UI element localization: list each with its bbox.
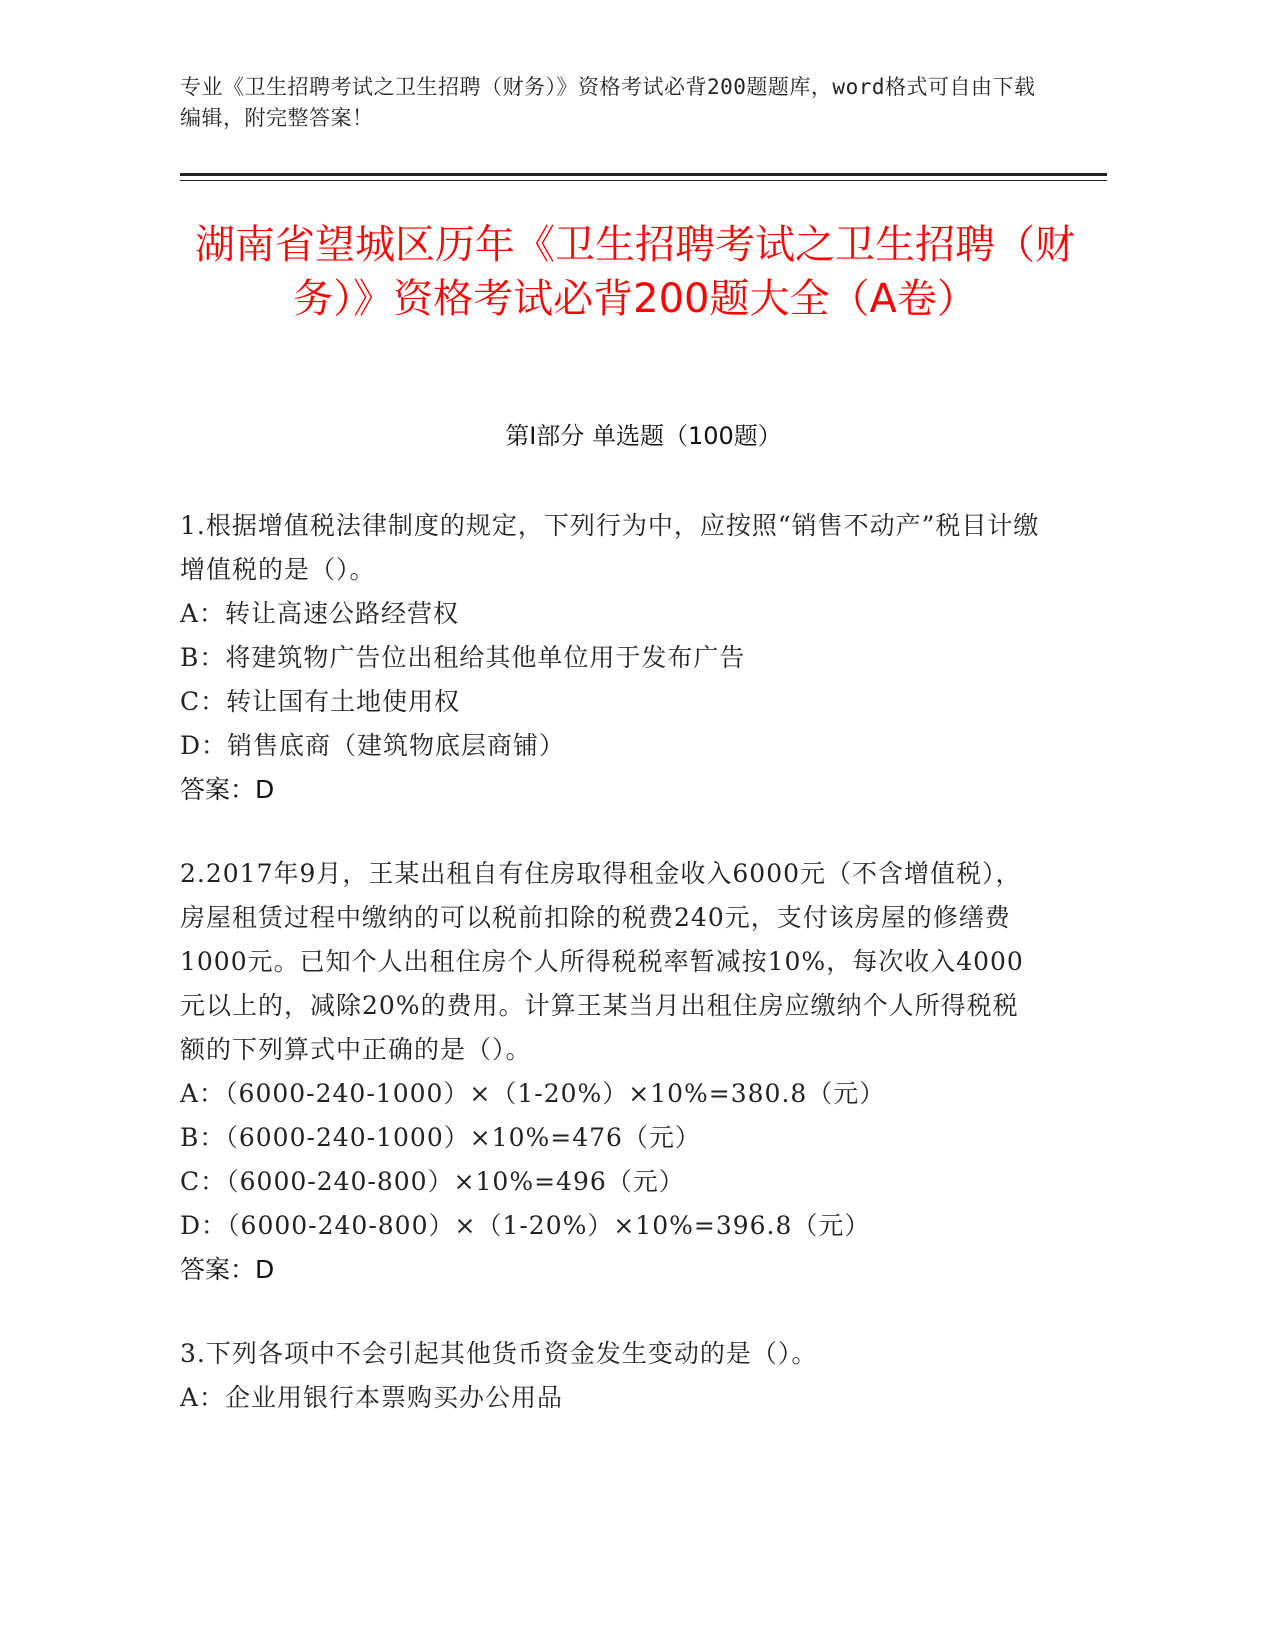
option-d: D：（6000-240-800）×（1-20%）×10%=396.8（元） <box>180 1211 871 1240</box>
question-stem: 2.2017年9月，王某出租自有住房取得租金收入6000元（不含增值税），房屋租赁过程中缴纳的可以税前扣除的税费240元，支付该房屋的修缮费1000元。已知个人出租住房个人所得税税率暂减按10%，每次收入4000元以上的，减除20%的费用。计算王某当月出租住房应缴纳个人所得税税额的下列算式中正确的是（）。 <box>180 859 1024 1064</box>
option-c: C：转让国有土地使用权 <box>180 687 461 716</box>
option-a: A：（6000-240-1000）×（1-20%）×10%=380.8（元） <box>180 1079 886 1108</box>
option-c: C：（6000-240-800）×10%=496（元） <box>180 1167 685 1196</box>
option-b: B：将建筑物广告位出租给其他单位用于发布广告 <box>180 643 746 672</box>
option-a: A：转让高速公路经营权 <box>180 599 460 628</box>
document-title: 湖南省望城区历年《卫生招聘考试之卫生招聘（财务）》资格考试必背200题大全（A卷） <box>195 222 1075 322</box>
option-a: A：企业用银行本票购买办公用品 <box>180 1383 564 1412</box>
section-heading: 第Ⅰ部分 单选题（100题） <box>505 422 782 450</box>
header-divider-thick <box>180 173 1107 176</box>
header-note: 专业《卫生招聘考试之卫生招聘（财务）》资格考试必背200题题库，word格式可自由下载编辑，附完整答案！ <box>180 75 1036 130</box>
header-divider-thin <box>180 180 1107 181</box>
question-stem: 3.下列各项中不会引起其他货币资金发生变动的是（）。 <box>180 1339 818 1368</box>
question-3 <box>180 1332 1040 1420</box>
option-b: B：（6000-240-1000）×10%=476（元） <box>180 1123 701 1152</box>
answer: 答案：D <box>180 775 275 804</box>
question-1 <box>180 504 1040 812</box>
answer: 答案：D <box>180 1255 275 1284</box>
option-d: D：销售底商（建筑物底层商铺） <box>180 731 566 760</box>
question-stem: 1.根据增值税法律制度的规定，下列行为中，应按照“销售不动产”税目计缴增值税的是（）。 <box>180 511 1040 584</box>
question-2 <box>180 852 1040 1292</box>
